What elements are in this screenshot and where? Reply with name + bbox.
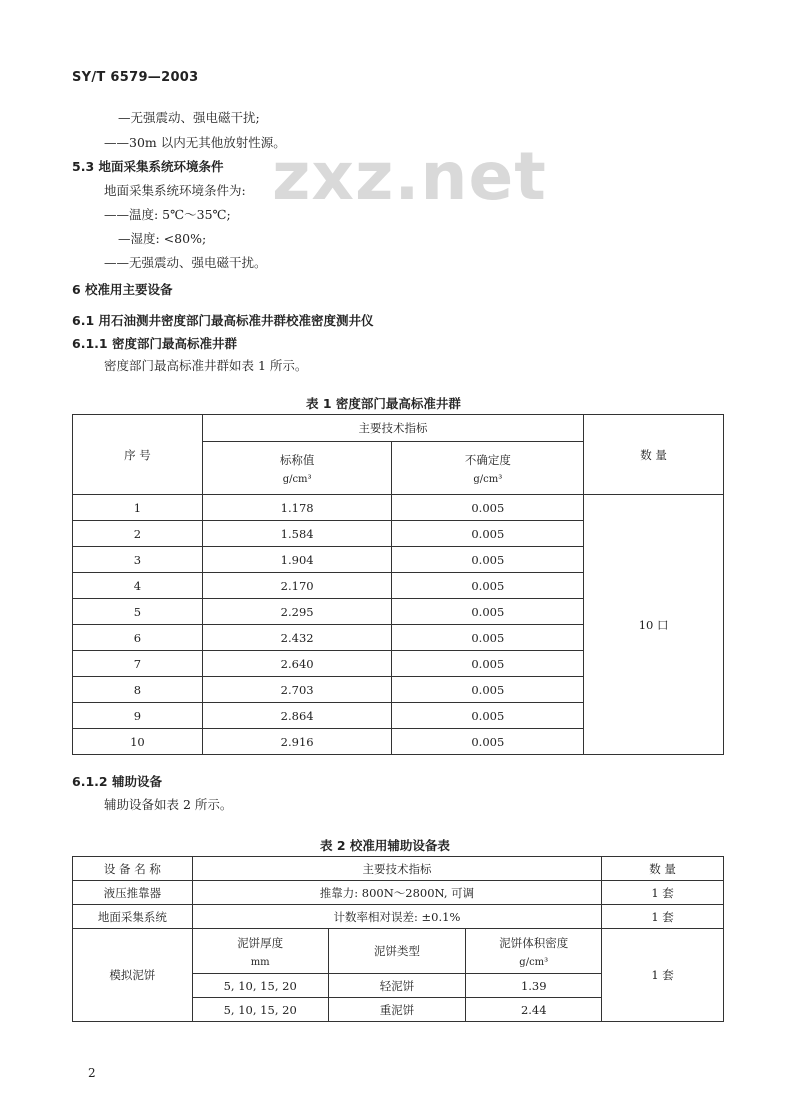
equipment-name-cell: 地面采集系统 bbox=[73, 905, 193, 929]
thickness-cell: 5, 10, 15, 20 bbox=[192, 974, 328, 998]
thickness-cell: 5, 10, 15, 20 bbox=[192, 998, 328, 1022]
mudcake-thickness-header bbox=[192, 929, 328, 974]
standard-code: SY/T 6579—2003 bbox=[72, 70, 199, 85]
section-6-1-heading: 6.1 用石油测井密度部门最高标准井群校准密度测井仪 bbox=[72, 313, 374, 328]
table2-caption: 表 2 校准用辅助设备表 bbox=[320, 838, 450, 853]
uncertainty-cell: 0.005 bbox=[392, 677, 584, 703]
table-header-row bbox=[73, 857, 724, 881]
seq-cell: 4 bbox=[73, 573, 203, 599]
seq-cell: 10 bbox=[73, 729, 203, 755]
uncertainty-cell: 0.005 bbox=[392, 495, 584, 521]
value-cell: 1.178 bbox=[202, 495, 392, 521]
table-row bbox=[73, 881, 724, 905]
seq-cell: 3 bbox=[73, 547, 203, 573]
humidity-condition: —湿度: <80%; bbox=[118, 231, 207, 246]
value-cell: 2.295 bbox=[202, 599, 392, 625]
uncertainty-cell: 0.005 bbox=[392, 703, 584, 729]
section-5-3-heading: 5.3 地面采集系统环境条件 bbox=[72, 159, 224, 174]
seq-cell: 1 bbox=[73, 495, 203, 521]
seq-cell: 8 bbox=[73, 677, 203, 703]
equipment-spec-cell: 推靠力: 800N～2800N, 可调 bbox=[192, 881, 601, 905]
equipment-name-cell: 液压推靠器 bbox=[73, 881, 193, 905]
uncertainty-cell: 0.005 bbox=[392, 547, 584, 573]
col-header-standard-value bbox=[202, 442, 392, 495]
value-cell: 1.904 bbox=[202, 547, 392, 573]
density-cell: 2.44 bbox=[466, 998, 602, 1022]
type-cell: 重泥饼 bbox=[328, 998, 466, 1022]
equipment-qty-cell: 1 套 bbox=[602, 881, 724, 905]
seq-cell: 5 bbox=[73, 599, 203, 625]
value-cell: 2.864 bbox=[202, 703, 392, 729]
equipment-spec-cell: 计数率相对误差: ±0.1% bbox=[192, 905, 601, 929]
uncertainty-cell: 0.005 bbox=[392, 521, 584, 547]
uncertainty-cell: 0.005 bbox=[392, 729, 584, 755]
standard-well-table bbox=[72, 414, 724, 755]
value-cell: 2.170 bbox=[202, 573, 392, 599]
env-item-vibration: —无强震动、强电磁干扰; bbox=[118, 110, 260, 125]
table1-caption: 表 1 密度部门最高标准井群 bbox=[306, 396, 461, 411]
equipment-qty-cell: 1 套 bbox=[602, 929, 724, 1022]
mudcake-density-header bbox=[466, 929, 602, 974]
value-cell: 2.703 bbox=[202, 677, 392, 703]
uncertainty-label: 不确定度 bbox=[464, 452, 511, 467]
section-6-1-2-heading: 6.1.2 辅助设备 bbox=[72, 774, 162, 789]
env-item-radiation: ——30m 以内无其他放射性源。 bbox=[104, 135, 286, 150]
table-row bbox=[73, 905, 724, 929]
uncertainty-unit: g/cm³ bbox=[473, 473, 503, 485]
section-6-heading: 6 校准用主要设备 bbox=[72, 282, 173, 297]
seq-cell: 6 bbox=[73, 625, 203, 651]
auxiliary-equipment-table bbox=[72, 856, 724, 1022]
density-cell: 1.39 bbox=[466, 974, 602, 998]
value-cell: 1.584 bbox=[202, 521, 392, 547]
mudcake-thickness-label: 泥饼厚度 bbox=[237, 935, 284, 950]
value-cell: 2.916 bbox=[202, 729, 392, 755]
col-header-qty: 数 量 bbox=[602, 857, 724, 881]
seq-cell: 2 bbox=[73, 521, 203, 547]
watermark: zxz.net bbox=[272, 138, 547, 215]
col-header-quantity: 数 量 bbox=[584, 415, 724, 495]
temperature-condition: ——温度: 5℃～35℃; bbox=[104, 207, 231, 222]
col-header-main-spec: 主要技术指标 bbox=[192, 857, 601, 881]
page-number: 2 bbox=[88, 1066, 96, 1080]
value-cell: 2.640 bbox=[202, 651, 392, 677]
standard-value-label: 标称值 bbox=[279, 452, 315, 467]
col-header-uncertainty bbox=[392, 442, 584, 495]
section-5-3-intro: 地面采集系统环境条件为: bbox=[104, 183, 246, 198]
quantity-cell: 10 口 bbox=[584, 495, 724, 755]
table-row bbox=[73, 929, 724, 974]
equipment-qty-cell: 1 套 bbox=[602, 905, 724, 929]
seq-cell: 7 bbox=[73, 651, 203, 677]
section-6-1-2-text: 辅助设备如表 2 所示。 bbox=[104, 797, 233, 812]
mudcake-density-label: 泥饼体积密度 bbox=[499, 935, 569, 950]
uncertainty-cell: 0.005 bbox=[392, 599, 584, 625]
mudcake-thickness-unit: mm bbox=[250, 956, 270, 968]
seq-cell: 9 bbox=[73, 703, 203, 729]
type-cell: 轻泥饼 bbox=[328, 974, 466, 998]
equipment-name-cell: 模拟泥饼 bbox=[73, 929, 193, 1022]
table-row bbox=[73, 495, 724, 521]
section-6-1-1-text: 密度部门最高标准井群如表 1 所示。 bbox=[104, 358, 308, 373]
interference-condition: ——无强震动、强电磁干扰。 bbox=[104, 255, 267, 270]
standard-value-unit: g/cm³ bbox=[282, 473, 312, 485]
value-cell: 2.432 bbox=[202, 625, 392, 651]
section-6-1-1-heading: 6.1.1 密度部门最高标准井群 bbox=[72, 336, 237, 351]
uncertainty-cell: 0.005 bbox=[392, 573, 584, 599]
mudcake-type-header: 泥饼类型 bbox=[328, 929, 466, 974]
uncertainty-cell: 0.005 bbox=[392, 651, 584, 677]
mudcake-density-unit: g/cm³ bbox=[519, 956, 549, 968]
uncertainty-cell: 0.005 bbox=[392, 625, 584, 651]
col-header-main-specs: 主要技术指标 bbox=[202, 415, 583, 442]
col-header-equipment-name: 设 备 名 称 bbox=[73, 857, 193, 881]
col-header-seq: 序 号 bbox=[73, 415, 203, 495]
